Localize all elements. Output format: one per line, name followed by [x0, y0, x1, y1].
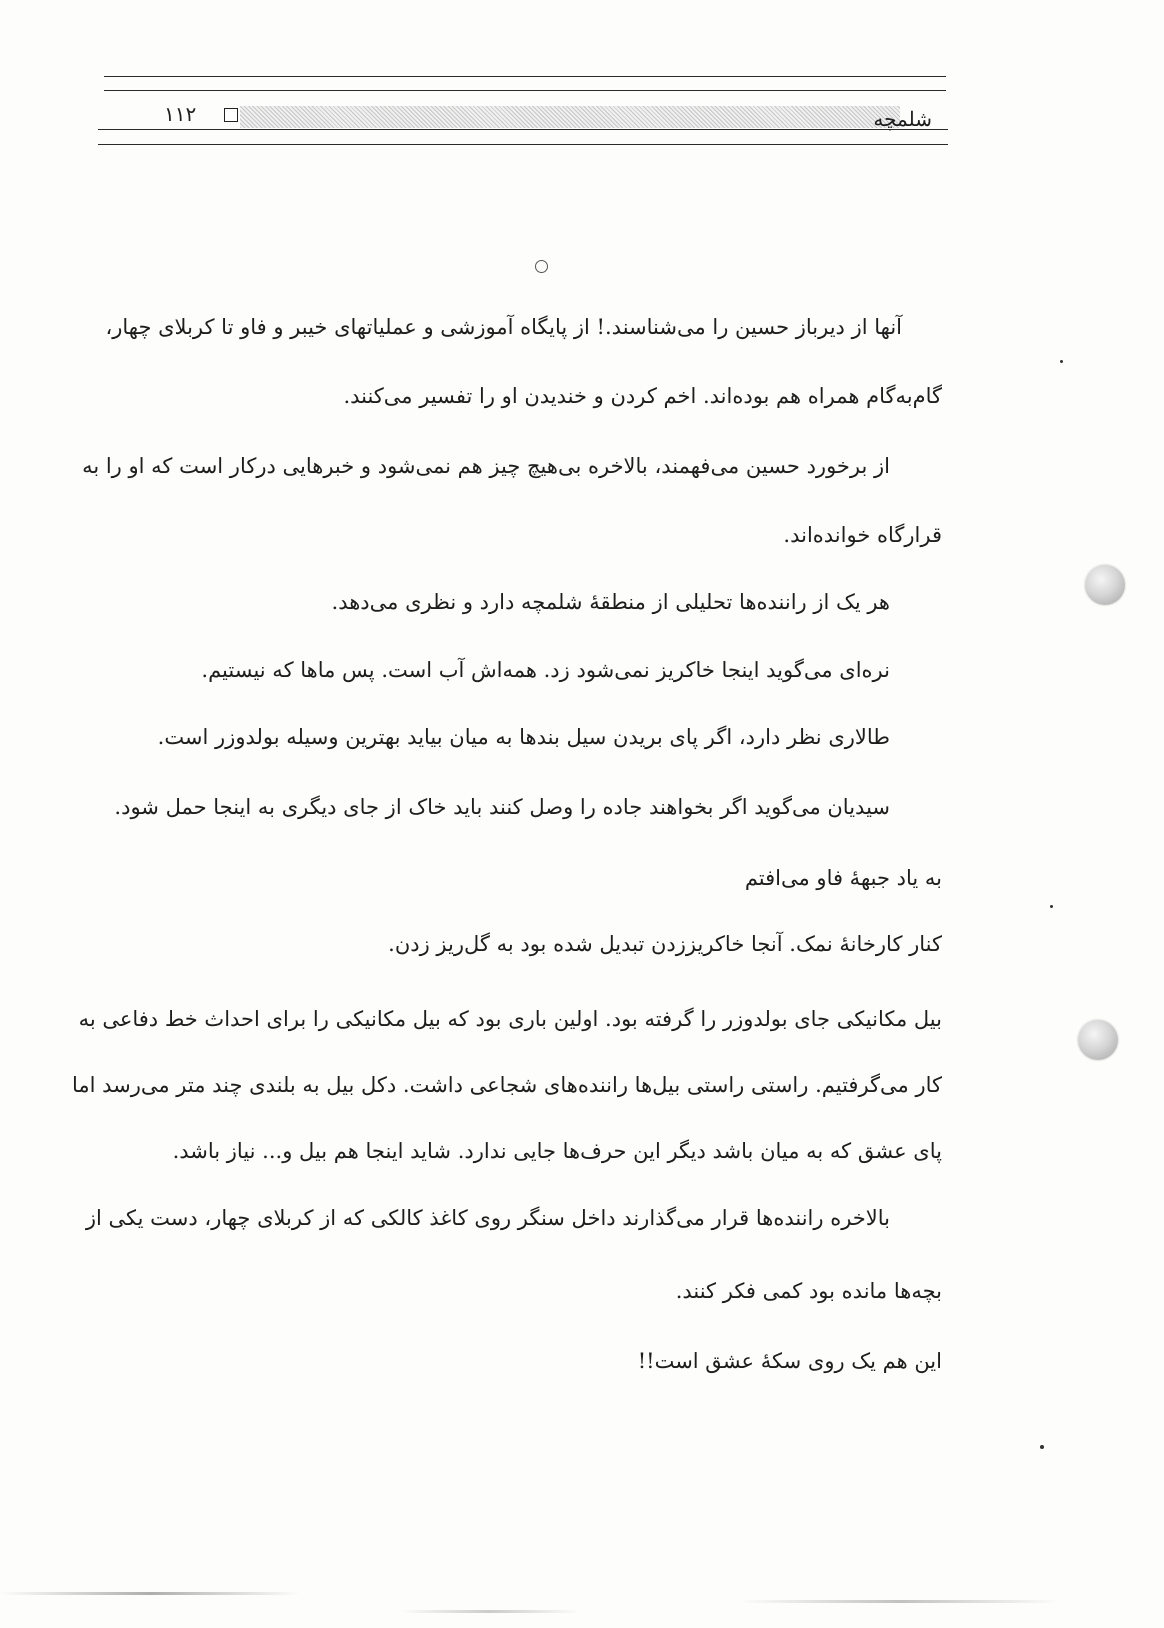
- header-top-rule-thin: [104, 90, 946, 91]
- body-line-11: بیل مکانیکی جای بولدوزر را گرفته بود. اولین باری بود که بیل مکانیکی را برای احداث خط دفاعی به: [78, 1007, 942, 1031]
- body-line-16: این هم یک روی سکهٔ عشق است!!: [637, 1349, 942, 1373]
- scan-speck: [1050, 905, 1053, 908]
- body-line-15: بچه‌ها مانده بود کمی فکر کنند.: [675, 1279, 942, 1303]
- header-bottom-rule-thin: [98, 144, 948, 145]
- header-top-rule: [104, 76, 946, 77]
- running-title: شلمچه: [873, 107, 932, 131]
- body-line-14: بالاخره راننده‌ها قرار می‌گذارند داخل سنگر روی کاغذ کالکی که از کربلای چهار، دست یکی از: [85, 1206, 890, 1230]
- body-line-9: به یاد جبههٔ فاو می‌افتم: [744, 866, 942, 890]
- body-line-1: آنها از دیرباز حسین را می‌شناسند.! از پایگاه آموزشی و عملیاتهای خیبر و فاو تا کربلای چهار،: [105, 315, 902, 339]
- body-line-4: قرارگاه خوانده‌اند.: [783, 523, 942, 547]
- body-line-6: نره‌ای می‌گوید اینجا خاکریز نمی‌شود زد. همه‌اش آب است. پس ماها که نیستیم.: [201, 658, 890, 682]
- body-line-10: کنار کارخانهٔ نمک. آنجا خاکریززدن تبدیل شده بود به گل‌ریز زدن.: [388, 932, 942, 956]
- page-number-box-icon: [224, 108, 238, 122]
- binder-hole-top: [1085, 565, 1125, 605]
- scan-speck: [1040, 1445, 1044, 1449]
- scan-edge-smudge: [400, 1610, 580, 1613]
- binder-hole-bottom: [1078, 1020, 1118, 1060]
- body-line-5: هر یک از راننده‌ها تحلیلی از منطقهٔ شلمچه دارد و نظری می‌دهد.: [331, 590, 890, 614]
- body-line-2: گام‌به‌گام همراه هم بوده‌اند. اخم کردن و خندیدن او را تفسیر می‌کنند.: [343, 384, 942, 408]
- section-separator-circle-icon: [535, 260, 548, 273]
- header-hatch-band: [240, 106, 900, 128]
- scan-edge-smudge: [0, 1592, 300, 1595]
- body-line-8: سیدیان می‌گوید اگر بخواهند جاده را وصل کنند باید خاک از جای دیگری به اینجا حمل شود.: [114, 795, 890, 819]
- body-line-7: طالاری نظر دارد، اگر پای بریدن سیل بندها به میان بیاید بهترین وسیله بولدوزر است.: [157, 725, 890, 749]
- body-line-3: از برخورد حسین می‌فهمند، بالاخره بی‌هیچ چیز هم نمی‌شود و خبرهایی درکار است که او را به: [82, 454, 890, 478]
- scan-edge-smudge: [740, 1600, 1060, 1603]
- scan-speck: [1060, 360, 1063, 363]
- body-line-12: کار می‌گرفتیم. راستی راستی بیل‌ها راننده‌های شجاعی داشت. دکل بیل به بلندی چند متر می‌رسد اما: [71, 1073, 942, 1097]
- body-line-13: پای عشق که به میان باشد دیگر این حرف‌ها جایی ندارد. شاید اینجا هم بیل و... نیاز باشد.: [172, 1139, 942, 1163]
- header-bottom-rule: [98, 129, 948, 130]
- page-number: ۱۱۲: [164, 102, 197, 126]
